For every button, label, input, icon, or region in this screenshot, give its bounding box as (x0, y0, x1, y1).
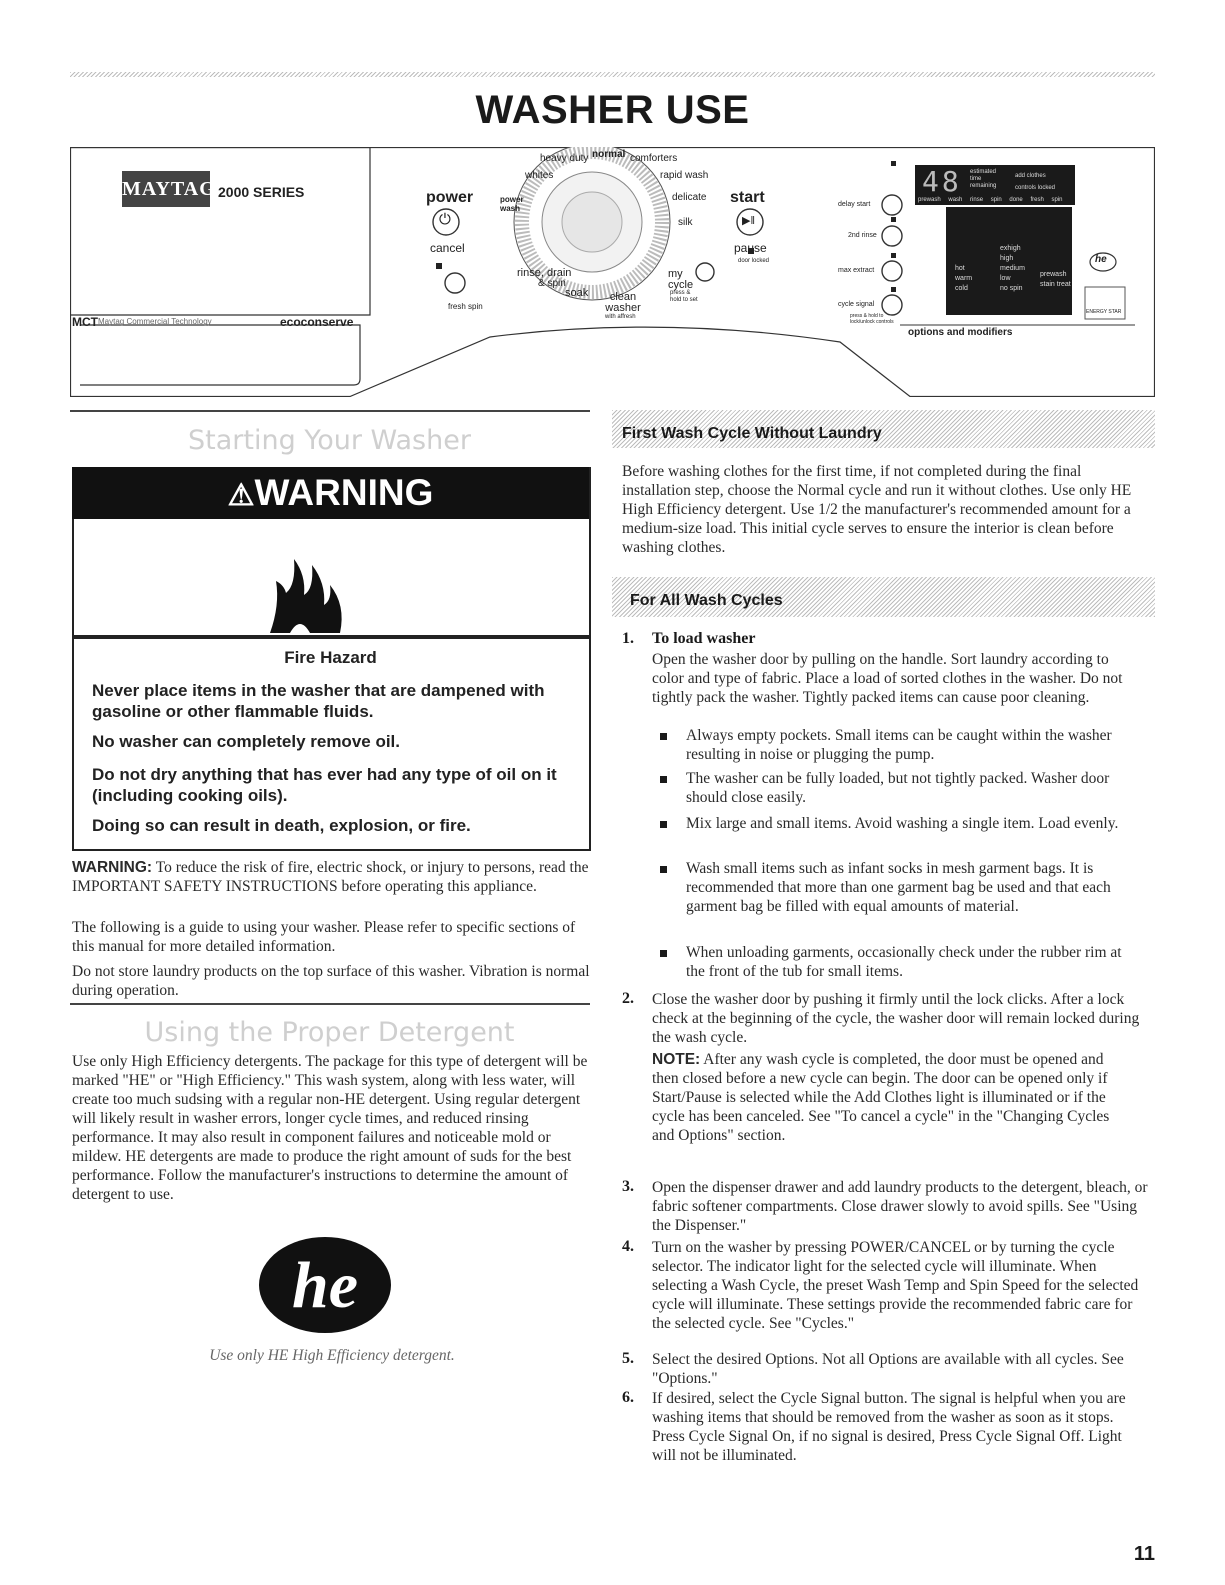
warning-triangle-icon: ⚠ (227, 479, 255, 512)
bullet-marker (660, 821, 667, 828)
power-wash-label: power wash (500, 195, 524, 213)
cycle-heavy-duty: heavy duty (540, 153, 589, 164)
bullet-marker (660, 950, 667, 957)
starting-heading: Starting Your Washer (188, 425, 471, 456)
power-label: power (426, 189, 474, 206)
he-caption: Use only HE High Efficiency detergent. (209, 1347, 455, 1364)
warning-title: WARNING (254, 472, 434, 513)
options-caption: options and modifiers (908, 327, 1013, 338)
mct-label: MCT (72, 315, 98, 329)
step-2-text: Close the washer door by pushing it firmly until the lock clicks. After a lock check at the beginning of the cycle, the washer door will remain locked during the wash cycle. (652, 991, 1140, 1046)
step-4-number: 4. (622, 1238, 634, 1255)
cycle-silk: silk (678, 217, 693, 228)
cycle-and-spin: & spin (538, 278, 566, 289)
cycle-normal: normal (592, 149, 626, 160)
fire-hazard-icon (260, 545, 350, 635)
display-time-remaining: estimated time remaining (970, 169, 997, 189)
press-hold-label: press & hold to set (670, 290, 698, 303)
control-panel-illustration (70, 147, 1155, 397)
cancel-label: cancel (430, 241, 465, 255)
option-prewash: prewash (1040, 271, 1067, 278)
detergent-paragraph: Use only High Efficiency detergents. The package for this type of detergent will be marked "HE" or "High Efficiency." This wash system, along with less water, will create too much sudsing with a regular non-HE detergent. Using regular detergent will likely result in washer errors, longer cycle times, and reduced rinsing performance. It may also result in component failures and noticeable mold or mildew. HE detergents are made to produce the right amount of suds for the best performance. Follow the manufacturer's instructions to determine the amount of detergent to use. (72, 1053, 588, 1203)
stage-done: done (1009, 197, 1023, 203)
bullet-3-text: Mix large and small items. Avoid washing a single item. Load evenly. (686, 815, 1119, 832)
step-6-number: 6. (622, 1389, 634, 1406)
detergent-heading: Using the Proper Detergent (144, 1017, 515, 1048)
cycle-rapid-wash: rapid wash (660, 170, 709, 181)
series-label: 2000 SERIES (218, 184, 305, 200)
door-locked-label: door locked (738, 258, 770, 264)
bullet-1-text: Always empty pockets. Small items can be caught within the washer resulting in noise or plugging the pump. (686, 727, 1112, 763)
option-stain-treat: stain treat (1040, 281, 1071, 288)
pause-label: pause (734, 241, 767, 255)
first-wash-heading: First Wash Cycle Without Laundry (622, 425, 882, 442)
display-controls-locked: controls locked (1015, 185, 1056, 191)
step-4-text: Turn on the washer by pressing POWER/CANCEL or by turning the cycle selector. The indicator light for the selected cycle will illuminate. When selecting a Wash Cycle, the preset Wash Temp and Spin Speed for the selected cycle will illuminate. These settings provide the recommended fabric care for the selected cycle. See "Cycles." (652, 1239, 1139, 1332)
bullet-5-text: When unloading garments, occasionally check under the rubber rim at the front of the tub for small items. (686, 944, 1122, 980)
svg-text:he: he (292, 1249, 358, 1322)
spin-high: high (1000, 255, 1014, 262)
cycle-with-affresh: with affresh (605, 314, 636, 320)
bullet-marker (660, 733, 667, 740)
guide-paragraph: The following is a guide to using your washer. Please refer to specific sections of this manual for more detailed information. (72, 919, 576, 955)
cycle-rinse-drain: rinse, drain (517, 267, 572, 279)
start-label: start (730, 189, 765, 206)
all-cycles-heading: For All Wash Cycles (630, 592, 783, 609)
spin-exhigh: exhigh (1000, 245, 1021, 252)
warning-text: To reduce the risk of fire, electric shock, or injury to persons, read the IMPORTANT SAFETY INSTRUCTIONS before operating this appliance. (72, 859, 589, 895)
start-pause-icon: ▶‖ (742, 215, 756, 227)
cycle-signal-label: cycle signal (838, 301, 875, 308)
temp-warm: warm (955, 275, 973, 282)
stage-wash: wash (948, 197, 963, 203)
brand-text: MAYTAG (122, 178, 216, 200)
hazard-title: Fire Hazard (284, 648, 377, 667)
delay-start-label: delay start (838, 201, 871, 208)
display-digits: 48 (922, 165, 962, 198)
warning-banner (72, 467, 589, 519)
spin-no-spin: no spin (1000, 285, 1023, 292)
controls-lock-label: press & hold to lock/unlock controls (850, 313, 894, 325)
warning-separator (72, 635, 589, 639)
maytag-logo (122, 171, 216, 207)
temp-hot: hot (955, 265, 965, 272)
step-1-text: Open the washer door by pulling on the handle. Sort laundry according to color and type of fabric. Place a load of sorted clothes in the washer. Do not tightly pack the washer. Tightly packed items can cause poor cleaning. (652, 651, 1123, 706)
max-extract-label: max extract (838, 267, 875, 274)
display-stage-row (918, 197, 1062, 203)
he-logo-icon (255, 1233, 395, 1338)
cycle-my-cycle: my cycle (668, 268, 694, 291)
step-1-number: 1. (622, 630, 634, 647)
step-1-title: To load washer (652, 630, 756, 647)
cycle-clean-washer: clean washer (605, 291, 641, 314)
hazard-line-2: No washer can completely remove oil. (92, 732, 401, 751)
top-rule (70, 72, 1155, 77)
stage-spin: spin (990, 197, 1002, 203)
step-5-text: Select the desired Options. Not all Options are available with all cycles. See "Options." (652, 1351, 1124, 1387)
step-3-text: Open the dispenser drawer and add laundry products to the detergent, bleach, or fabric softener compartments. Close drawer slowly to avoid spills. See "Using the Dispenser." (652, 1179, 1148, 1234)
hazard-line-3: Do not dry anything that has ever had any type of oil on it (including cooking oils). (92, 765, 557, 805)
first-wash-paragraph: Before washing clothes for the first time, if not completed during the final installation step, choose the Normal cycle and run it without clothes. Use only HE High Efficiency detergent. Use 1/2 the manufacturer's recommended amount for a medium-size load. This initial cycle serves to ensure the interior is clean before washing clothes. (622, 463, 1132, 556)
display-add-clothes: add clothes (1015, 173, 1046, 179)
second-rinse-label: 2nd rinse (848, 232, 877, 239)
warning-label: WARNING: (72, 859, 153, 876)
temp-cold: cold (955, 285, 968, 292)
bullet-marker (660, 866, 667, 873)
hazard-line-1: Never place items in the washer that are dampened with gasoline or other flammable fluids. (92, 681, 545, 721)
left-top-rule (70, 410, 590, 412)
fresh-spin-label: fresh spin (448, 302, 483, 311)
ecoconserve-label: ecoconserve (280, 315, 354, 329)
step-5-number: 5. (622, 1350, 634, 1367)
cycle-delicate: delicate (672, 192, 707, 203)
panel-he-logo: he (1095, 254, 1107, 265)
power-icon: ⏻ (439, 211, 451, 228)
step-3-number: 3. (622, 1178, 634, 1195)
mct-sub-label: Maytag Commercial Technology (98, 317, 212, 326)
step-2-number: 2. (622, 990, 634, 1007)
store-paragraph: Do not store laundry products on the top surface of this washer. Vibration is normal during operation. (72, 963, 590, 999)
stage-prewash: prewash (918, 197, 941, 203)
bullet-marker (660, 776, 667, 783)
bullet-2-text: The washer can be fully loaded, but not tightly packed. Washer door should close easily. (686, 770, 1110, 806)
spin-medium: medium (1000, 265, 1025, 272)
hazard-line-4: Doing so can result in death, explosion, or fire. (92, 816, 471, 835)
note-text: After any wash cycle is completed, the door must be opened and then closed before a new cycle can begin. The door can be opened only if Start/Pause is selected while the Add Clothes light is illuminated or if the cycle has been canceled. See "To cancel a cycle" in the "Changing Cycles and Options" section. (652, 1051, 1110, 1144)
page-title: WASHER USE (475, 88, 750, 132)
warning-paragraph (72, 858, 592, 896)
note-paragraph (652, 1050, 1132, 1145)
stage-fresh-spin: fresh spin (1030, 197, 1063, 203)
cycle-soak: soak (565, 287, 589, 299)
bullet-4-text: Wash small items such as infant socks in mesh garment bags. It is recommended that more than one garment bag be used and that each garment bag be filled with equal amounts of material. (686, 860, 1111, 915)
page-number: 11 (1133, 1543, 1155, 1565)
cycle-comforters: comforters (630, 153, 678, 164)
left-mid-rule (70, 1003, 590, 1005)
cycle-whites: whites (525, 170, 554, 181)
step-6-text: If desired, select the Cycle Signal button. The signal is helpful when you are washing items that should be removed from the washer as soon as it stops. Press Cycle Signal On, if no signal is desired, Press Cycle Signal Off. Light will not be illuminated. (652, 1390, 1126, 1464)
energy-star-label: ENERGY STAR (1086, 309, 1122, 315)
note-label: NOTE: (652, 1051, 701, 1068)
spin-low: low (1000, 275, 1011, 282)
stage-rinse: rinse (970, 197, 984, 203)
